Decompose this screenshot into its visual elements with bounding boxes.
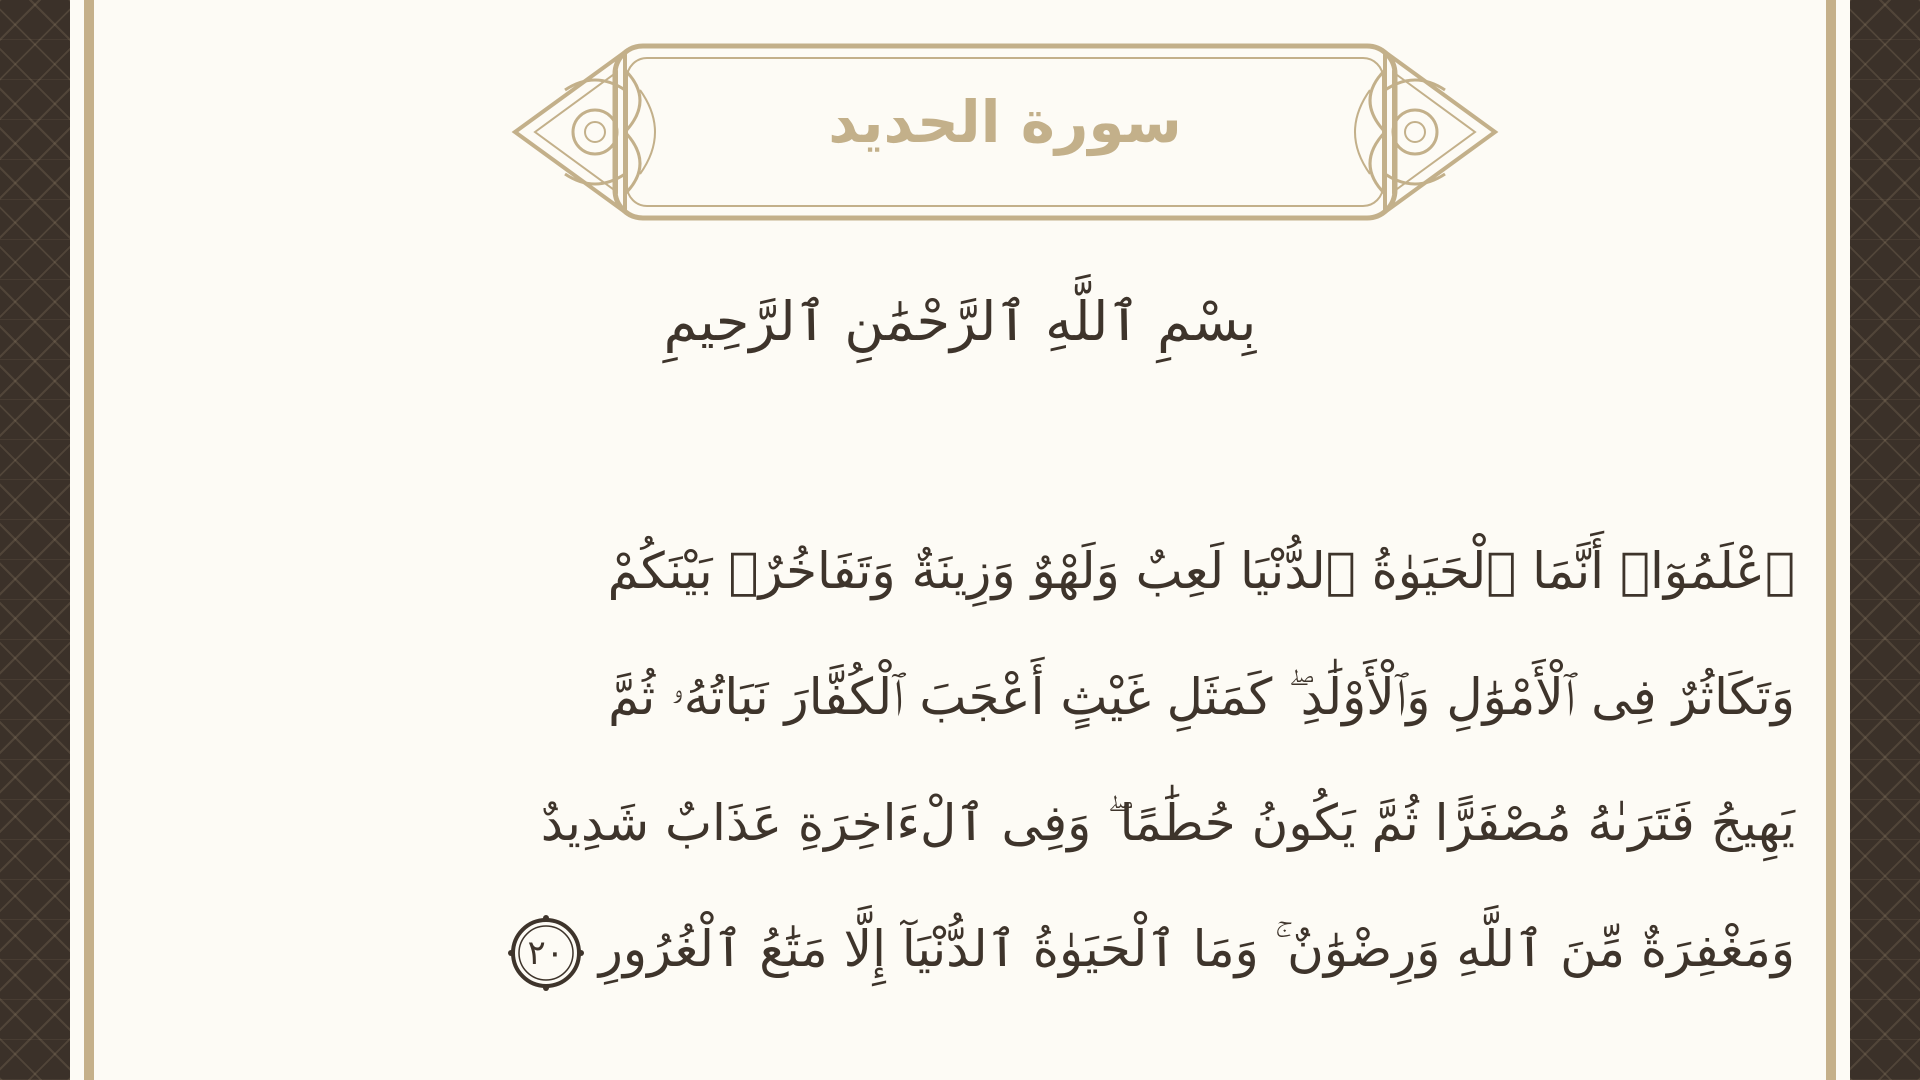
verse-line-4 bbox=[255, 886, 1795, 1012]
verse-line-1: ٱعْلَمُوٓا۟ أَنَّمَا ٱلْحَيَوٰةُ ٱلدُّنْيَا لَعِبٌ وَلَهْوٌ وَزِينَةٌ وَتَفَاخُرٌۢ بَيْنَكُمْ bbox=[607, 542, 1795, 600]
ayah-number: ٢٠ bbox=[527, 932, 565, 973]
verse-line-4-text: وَمَغْفِرَةٌ مِّنَ ٱللَّهِ وَرِضْوَٰنٌ ۚ وَمَا ٱلْحَيَوٰةُ ٱلدُّنْيَآ إِلَّا مَتَٰعُ ٱلْغُرُورِ bbox=[598, 920, 1795, 978]
mushaf-page bbox=[70, 0, 1850, 1080]
ayah-end-marker bbox=[507, 914, 585, 992]
surah-header-frame bbox=[505, 30, 1505, 230]
verse-line-3: يَهِيجُ فَتَرَىٰهُ مُصْفَرًّا ثُمَّ يَكُونُ حُطَٰمًا ۖ وَفِى ٱلْءَاخِرَةِ عَذَابٌ شَدِيدٌ bbox=[540, 794, 1795, 852]
left-gold-rule bbox=[84, 0, 94, 1080]
surah-title: سورة الحديد bbox=[828, 88, 1182, 156]
left-ornamental-border bbox=[0, 0, 70, 1080]
right-ornamental-border bbox=[1850, 0, 1920, 1080]
right-gold-rule bbox=[1826, 0, 1836, 1080]
verse-line-2: وَتَكَاثُرٌ فِى ٱلْأَمْوَٰلِ وَٱلْأَوْلَٰدِ ۖ كَمَثَلِ غَيْثٍ أَعْجَبَ ٱلْكُفَّارَ نَبَاتُهُۥ ثُمَّ bbox=[608, 668, 1795, 726]
basmala: بِسْمِ ٱللَّهِ ٱلرَّحْمَٰنِ ٱلرَّحِيمِ bbox=[663, 290, 1257, 353]
verse-text bbox=[255, 508, 1795, 1012]
